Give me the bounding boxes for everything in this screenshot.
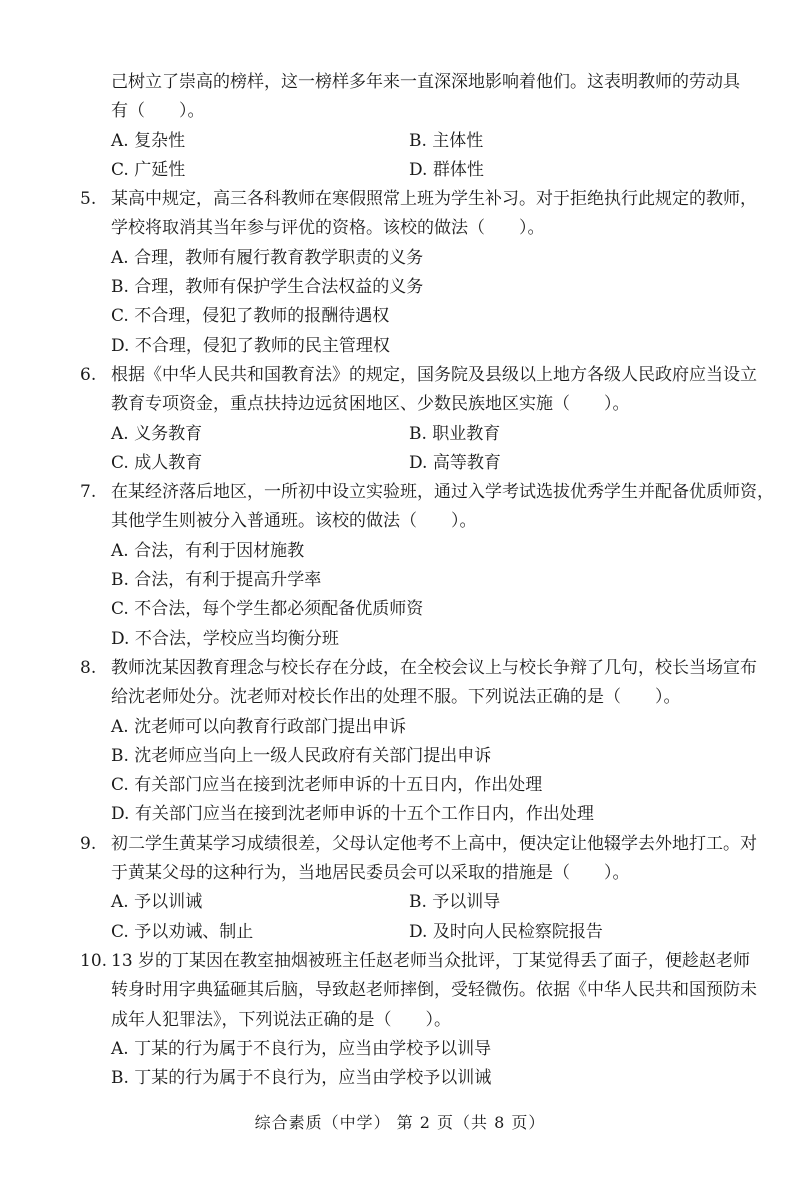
option-a: A. 沈老师可以向教育行政部门提出申诉 bbox=[111, 716, 407, 737]
stem-line: 于黄某父母的这种行为，当地居民委员会可以采取的措施是（ ）。 bbox=[111, 863, 630, 884]
question-9 bbox=[80, 830, 770, 889]
stem-line: 教师沈某因教育理念与校长存在分歧，在全校会议上与校长争辩了几句，校长当场宣布 bbox=[111, 657, 757, 678]
question-7 bbox=[80, 478, 774, 537]
option-c: C. 成人教育 bbox=[111, 452, 203, 473]
option-a: A. 予以训诫 bbox=[111, 892, 203, 913]
page-footer: 综合素质（中学） 第 2 页（共 8 页） bbox=[254, 1113, 546, 1132]
question-5-options bbox=[80, 244, 770, 361]
question-6 bbox=[80, 361, 770, 420]
stem-line: 初二学生黄某学习成绩很差，父母认定他考不上高中，便决定让他辍学去外地打工。对 bbox=[111, 833, 757, 854]
option-b: B. 主体性 bbox=[409, 130, 484, 151]
option-c: C. 不合理，侵犯了教师的报酬待遇权 bbox=[111, 306, 390, 327]
question-7-options bbox=[80, 537, 770, 654]
option-b: B. 沈老师应当向上一级人民政府有关部门提出申诉 bbox=[111, 745, 492, 766]
stem-line: 13 岁的丁某因在教室抽烟被班主任赵老师当众批评，丁某觉得丢了面子，便趁赵老师 bbox=[111, 950, 751, 971]
question-number: 9. bbox=[80, 833, 97, 854]
stem-line: 给沈老师处分。沈老师对校长作出的处理不服。下列说法正确的是（ ）。 bbox=[111, 687, 681, 708]
stem-line: 其他学生则被分入普通班。该校的做法（ ）。 bbox=[111, 511, 477, 532]
question-number: 5. bbox=[80, 189, 97, 210]
option-b: B. 合法，有利于提高升学率 bbox=[111, 570, 322, 591]
question-9-options bbox=[80, 888, 770, 947]
option-a: A. 合法，有利于因材施教 bbox=[111, 540, 305, 561]
question-8 bbox=[80, 654, 770, 713]
option-d: D. 不合法，学校应当均衡分班 bbox=[111, 628, 339, 649]
option-d: D. 高等教育 bbox=[409, 452, 501, 473]
option-c: C. 不合法，每个学生都必须配备优质师资 bbox=[111, 599, 424, 620]
question-number: 6. bbox=[80, 364, 97, 385]
stem-line: 己树立了崇高的榜样，这一榜样多年来一直深深地影响着他们。这表明教师的劳动具 bbox=[111, 72, 740, 92]
question-number: 10. bbox=[80, 950, 108, 971]
question-number: 8. bbox=[80, 657, 97, 678]
stem-line: 成年人犯罪法》，下列说法正确的是（ ）。 bbox=[111, 1009, 451, 1030]
option-a: A. 合理，教师有履行教育教学职责的义务 bbox=[111, 247, 424, 268]
question-4-options bbox=[80, 127, 770, 186]
stem-line: 根据《中华人民共和国教育法》的规定，国务院及县级以上地方各级人民政府应当设立 bbox=[111, 364, 757, 385]
option-b: B. 丁某的行为属于不良行为，应当由学校予以训诫 bbox=[111, 1068, 492, 1089]
question-6-options bbox=[80, 420, 770, 479]
option-a: A. 丁某的行为属于不良行为，应当由学校予以训导 bbox=[111, 1038, 492, 1059]
option-a: A. 复杂性 bbox=[111, 130, 186, 151]
option-b: B. 职业教育 bbox=[409, 423, 501, 444]
option-b: B. 予以训导 bbox=[409, 892, 501, 913]
stem-line: 教育专项资金，重点扶持边远贫困地区、少数民族地区实施（ ）。 bbox=[111, 394, 630, 415]
option-c: C. 予以劝诫、制止 bbox=[111, 921, 254, 942]
stem-line: 某高中规定，高三各科教师在寒假照常上班为学生补习。对于拒绝执行此规定的教师， bbox=[111, 189, 757, 210]
option-b: B. 合理，教师有保护学生合法权益的义务 bbox=[111, 277, 424, 298]
question-10 bbox=[80, 947, 770, 1035]
option-d: D. 群体性 bbox=[409, 159, 484, 180]
option-d: D. 不合理，侵犯了教师的民主管理权 bbox=[111, 335, 390, 356]
question-8-options bbox=[80, 713, 770, 830]
question-5 bbox=[80, 185, 770, 244]
stem-line: 有（ ）。 bbox=[111, 101, 205, 122]
page-content bbox=[80, 68, 774, 1093]
stem-line: 学校将取消其当年参与评优的资格。该校的做法（ ）。 bbox=[111, 218, 545, 239]
stem-line: 转身时用字典猛砸其后脑，导致赵老师摔倒，受轻微伤。依据《中华人民共和国预防未 bbox=[111, 980, 757, 1001]
option-d: D. 有关部门应当在接到沈老师申诉的十五个工作日内，作出处理 bbox=[111, 804, 594, 825]
question-4-continuation bbox=[80, 68, 770, 127]
question-10-options bbox=[80, 1035, 770, 1094]
option-c: C. 广延性 bbox=[111, 159, 186, 180]
option-d: D. 及时向人民检察院报告 bbox=[409, 921, 603, 942]
question-number: 7. bbox=[80, 482, 97, 503]
stem-line: 在某经济落后地区，一所初中设立实验班，通过入学考试选拔优秀学生并配备优质师资， bbox=[111, 482, 774, 503]
option-a: A. 义务教育 bbox=[111, 423, 203, 444]
option-c: C. 有关部门应当在接到沈老师申诉的十五日内，作出处理 bbox=[111, 775, 543, 796]
